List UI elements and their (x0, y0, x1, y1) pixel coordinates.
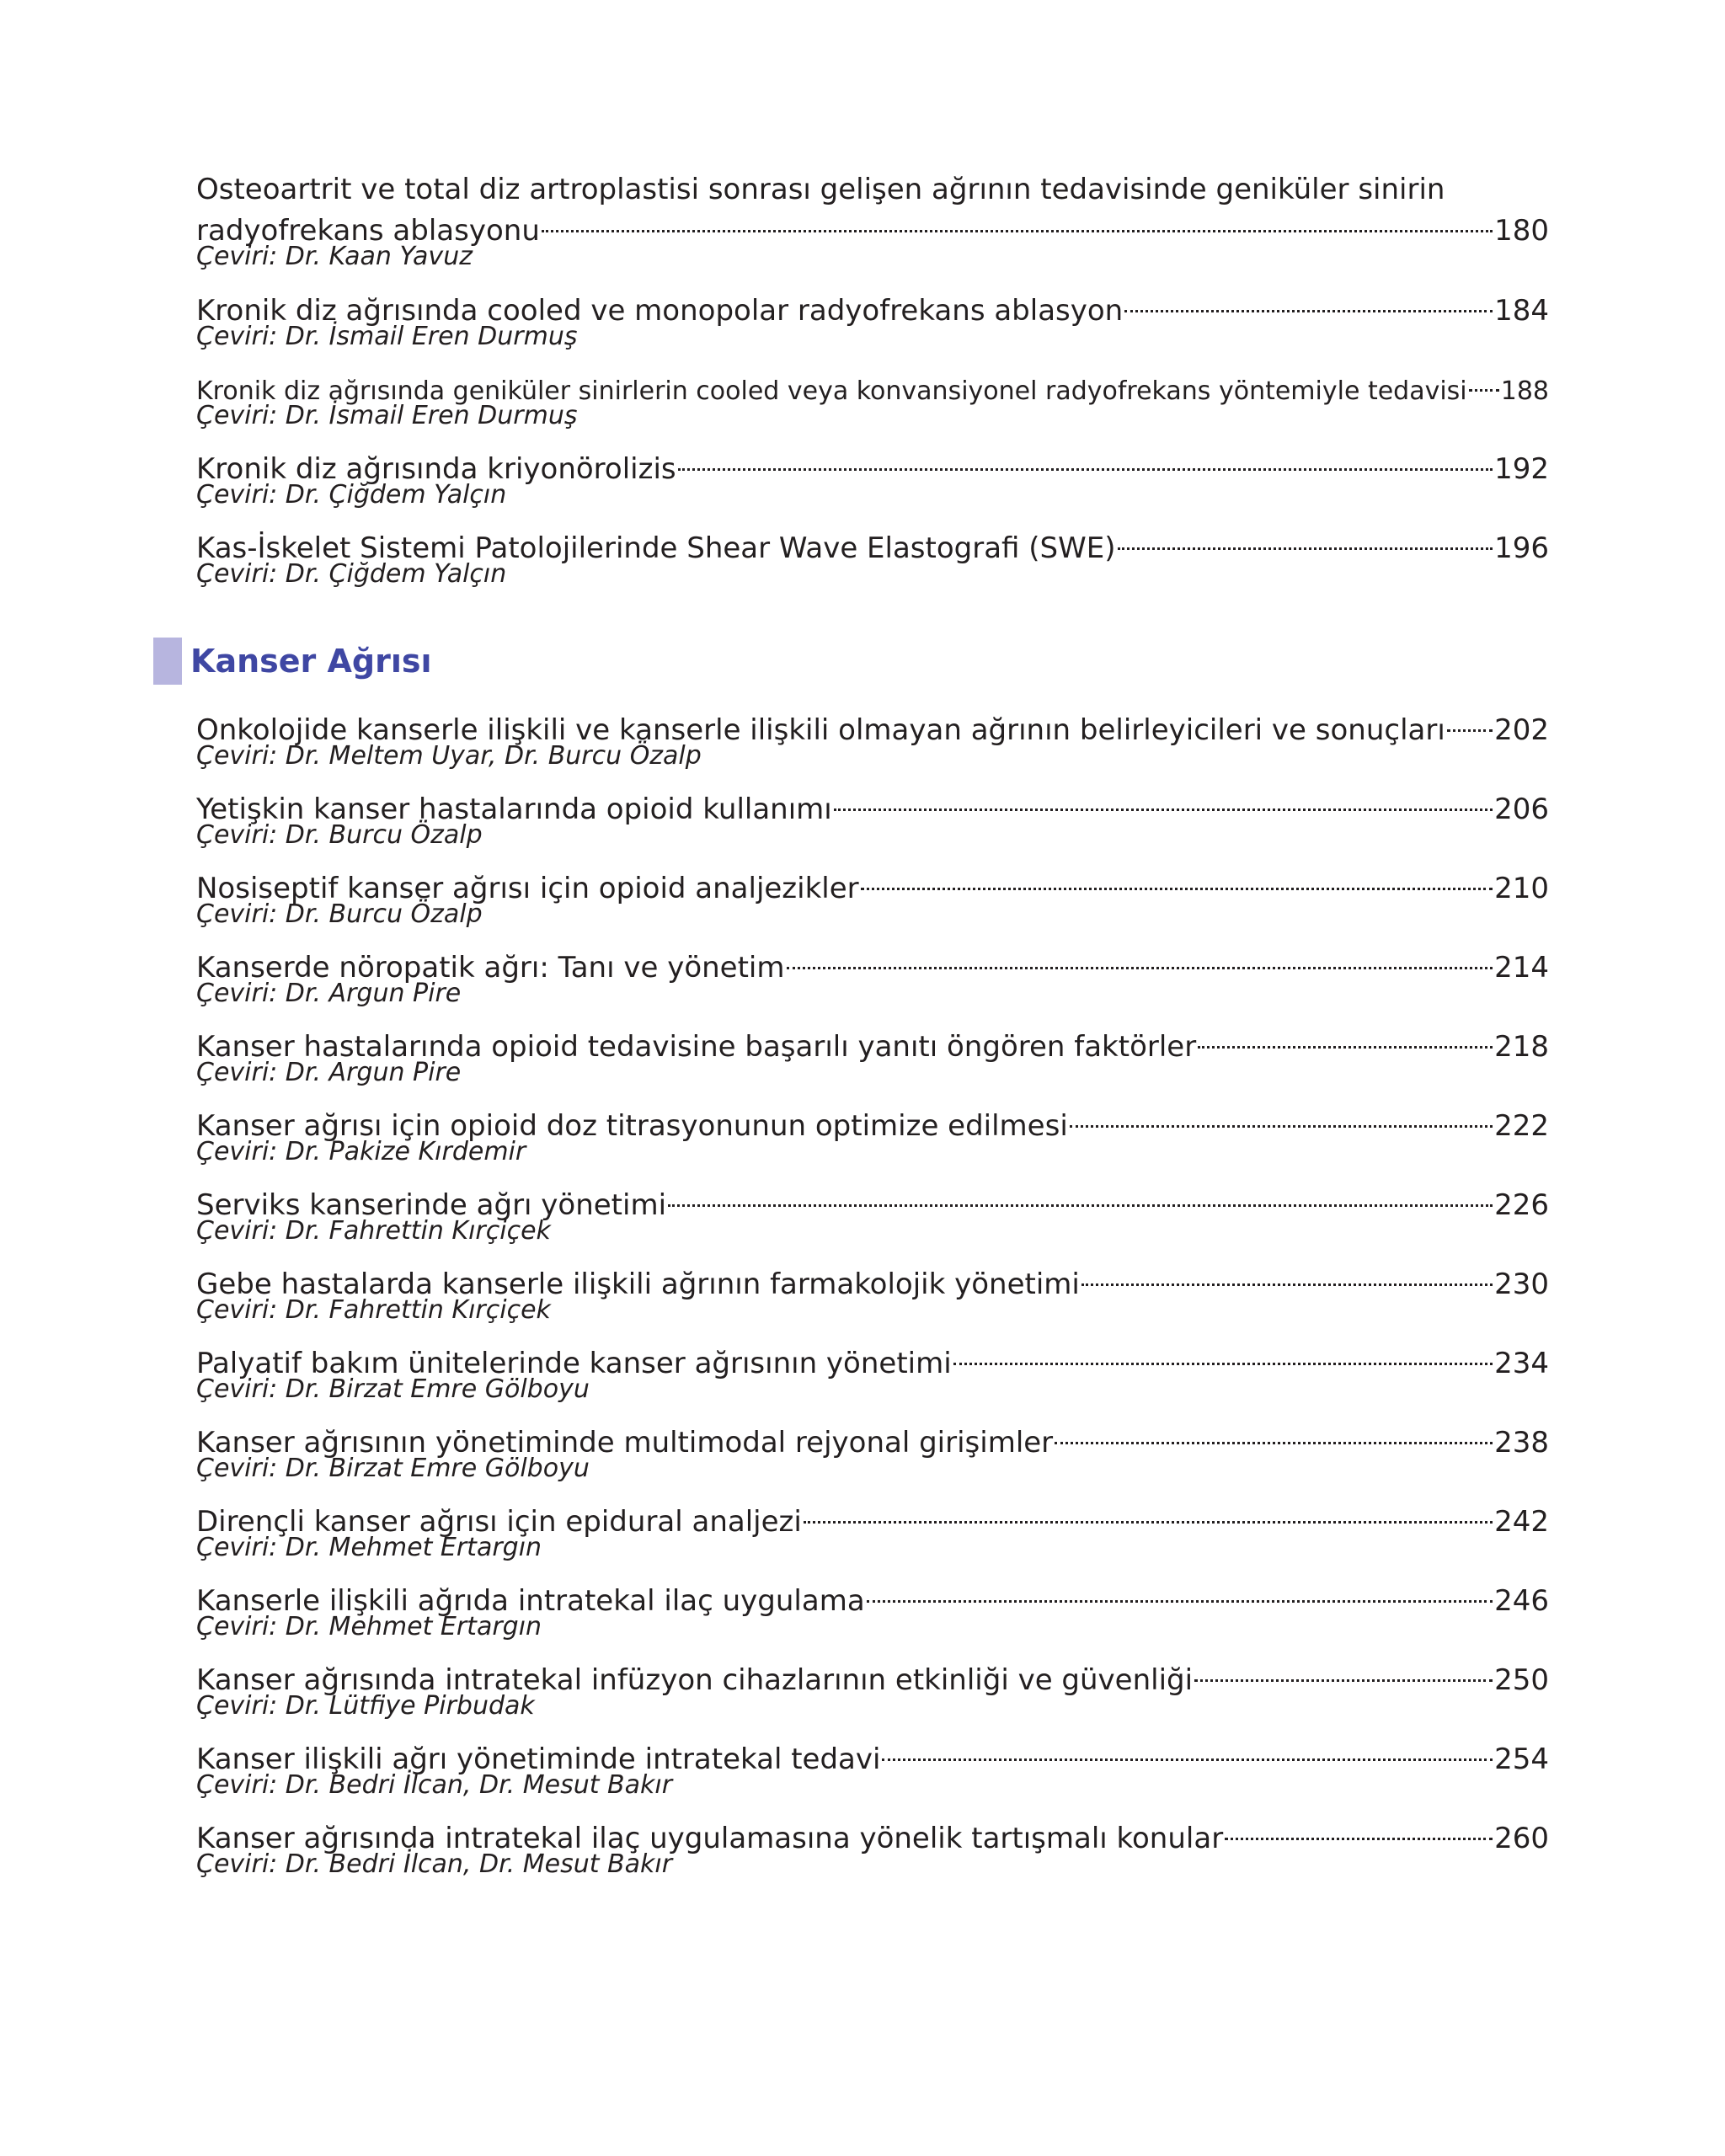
dot-leader (1124, 286, 1493, 320)
entry-title: Kronik diz ağrısında geniküler sinirlerin cooled veya konvansiyonel radyofrekans yöntemiyle tedavisi (196, 376, 1467, 406)
toc-entry[interactable] (196, 1022, 1549, 1088)
page-number: 202 (1494, 713, 1549, 747)
section-marker-bar (153, 638, 182, 685)
entry-translator: Çeviri: Dr. Çiğdem Yalçın (196, 559, 507, 589)
toc-entry[interactable] (196, 173, 1549, 272)
entry-translator: Çeviri: Dr. Mehmet Ertargın (196, 1533, 542, 1562)
page-number: 188 (1500, 376, 1549, 406)
page-number: 226 (1494, 1188, 1549, 1222)
entry-title-row (196, 1260, 1549, 1301)
dot-leader (861, 864, 1493, 898)
entry-translator: Çeviri: Dr. İsmail Eren Durmuş (196, 401, 578, 430)
entry-title-row (196, 706, 1549, 747)
entry-translator: Çeviri: Dr. Lütfiye Pirbudak (196, 1691, 535, 1721)
toc-entry[interactable] (196, 445, 1549, 510)
dot-leader (1225, 1814, 1493, 1848)
page-number: 180 (1494, 214, 1549, 248)
entry-title-row (196, 1102, 1549, 1143)
page-number: 192 (1494, 452, 1549, 486)
entry-translator: Çeviri: Dr. Kaan Yavuz (196, 242, 473, 271)
entry-translator: Çeviri: Dr. Pakize Kırdemir (196, 1137, 526, 1166)
entry-title: Kanser ağrısında intratekal infüzyon cihazlarının etkinliği ve güvenliği (196, 1663, 1194, 1697)
entry-title-row (196, 524, 1549, 565)
dot-leader (1469, 366, 1499, 399)
entry-translator: Çeviri: Dr. Argun Pire (196, 979, 462, 1008)
toc-entry[interactable] (196, 1497, 1549, 1563)
toc-entry[interactable] (196, 1339, 1549, 1405)
entry-title: Kronik diz ağrısında kriyonörolizis (196, 452, 676, 486)
entry-title-row (196, 1814, 1549, 1855)
entry-title-row (196, 1022, 1549, 1064)
page-number: 184 (1494, 294, 1549, 328)
dot-leader (804, 1497, 1493, 1531)
toc-entry[interactable] (196, 785, 1549, 851)
toc-entry[interactable] (196, 943, 1549, 1009)
entry-translator: Çeviri: Dr. Argun Pire (196, 1058, 462, 1087)
dot-leader (953, 1339, 1493, 1373)
entry-translator: Çeviri: Dr. Burcu Özalp (196, 820, 483, 850)
entry-title-row (196, 206, 1549, 248)
entry-title-row (196, 286, 1549, 328)
entry-title: Kanser ağrısında intratekal ilaç uygulamasına yönelik tartışmalı konular (196, 1822, 1224, 1855)
entry-translator: Çeviri: Dr. Bedri İlcan, Dr. Mesut Bakır (196, 1770, 673, 1800)
section-heading[interactable] (153, 638, 432, 685)
page-number: 218 (1494, 1030, 1549, 1064)
dot-leader (834, 785, 1493, 819)
page-number: 230 (1494, 1267, 1549, 1301)
entry-title-row (196, 1418, 1549, 1460)
dot-leader (1194, 1656, 1493, 1689)
entry-title: Onkolojide kanserle ilişkili ve kanserle ilişkili olmayan ağrının belirleyicileri ve sonuçları (196, 713, 1445, 747)
page-number: 206 (1494, 792, 1549, 826)
toc-entry[interactable] (196, 1656, 1549, 1721)
entry-title: Kronik diz ağrısında cooled ve monopolar radyofrekans ablasyon (196, 294, 1124, 328)
entry-title-row (196, 864, 1549, 905)
entry-title: Yetişkin kanser hastalarında opioid kullanımı (196, 792, 832, 826)
dot-leader (1081, 1260, 1493, 1294)
entry-title-row (196, 943, 1549, 985)
entry-title: Palyatif bakım ünitelerinde kanser ağrısının yönetimi (196, 1347, 952, 1380)
dot-leader (1070, 1102, 1493, 1135)
toc-entry[interactable] (196, 1735, 1549, 1801)
toc-entry[interactable] (196, 366, 1549, 431)
entry-title-row (196, 1181, 1549, 1222)
entry-title-row (196, 1656, 1549, 1697)
toc-entry[interactable] (196, 1418, 1549, 1484)
dot-leader (1447, 706, 1493, 739)
entry-title-row (196, 1497, 1549, 1539)
page-number: 246 (1494, 1584, 1549, 1618)
entry-title: Kas-İskelet Sistemi Patolojilerinde Shear Wave Elastografi (SWE) (196, 531, 1116, 565)
toc-entry[interactable] (196, 1814, 1549, 1880)
page-number: 260 (1494, 1822, 1549, 1855)
toc-entry[interactable] (196, 1181, 1549, 1246)
page-number: 234 (1494, 1347, 1549, 1380)
page-number: 238 (1494, 1426, 1549, 1460)
entry-title: Kanserde nöropatik ağrı: Tanı ve yönetim (196, 951, 785, 985)
entry-translator: Çeviri: Dr. Fahrettin Kırçiçek (196, 1216, 551, 1246)
entry-title: Dirençli kanser ağrısı için epidural analjezi (196, 1505, 802, 1539)
entry-title-line: Osteoartrit ve total diz artroplastisi sonrası gelişen ağrının tedavisinde geniküler sinirin (196, 173, 1445, 206)
toc-entry[interactable] (196, 286, 1549, 352)
dot-leader (542, 206, 1493, 240)
toc-entry[interactable] (196, 1260, 1549, 1326)
entry-translator: Çeviri: Dr. Çiğdem Yalçın (196, 480, 507, 510)
entry-translator: Çeviri: Dr. Mehmet Ertargın (196, 1612, 542, 1641)
entry-title: Kanserle ilişkili ağrıda intratekal ilaç uygulama (196, 1584, 865, 1618)
entry-translator: Çeviri: Dr. Birzat Emre Gölboyu (196, 1454, 590, 1483)
page-number: 242 (1494, 1505, 1549, 1539)
dot-leader (678, 445, 1493, 478)
dot-leader (882, 1735, 1493, 1769)
entry-title: Kanser ağrısı için opioid doz titrasyonunun optimize edilmesi (196, 1109, 1068, 1143)
entry-title: Nosiseptif kanser ağrısı için opioid analjezikler (196, 872, 859, 905)
entry-title: radyofrekans ablasyonu (196, 214, 540, 248)
dot-leader (867, 1577, 1493, 1610)
page-number: 250 (1494, 1663, 1549, 1697)
entry-translator: Çeviri: Dr. Fahrettin Kırçiçek (196, 1295, 551, 1325)
page-number: 210 (1494, 872, 1549, 905)
page-number: 254 (1494, 1742, 1549, 1776)
entry-title: Kanser hastalarında opioid tedavisine başarılı yanıtı öngören faktörler (196, 1030, 1197, 1064)
page-number: 222 (1494, 1109, 1549, 1143)
toc-entry[interactable] (196, 864, 1549, 930)
entry-title-row (196, 1735, 1549, 1776)
dot-leader (668, 1181, 1493, 1214)
dot-leader (787, 943, 1493, 977)
toc-entry[interactable] (196, 706, 1549, 771)
entry-translator: Çeviri: Dr. Birzat Emre Gölboyu (196, 1374, 590, 1404)
entry-title-row (196, 1577, 1549, 1618)
toc-entry[interactable] (196, 1102, 1549, 1167)
entry-title: Kanser ilişkili ağrı yönetiminde intratekal tedavi (196, 1742, 881, 1776)
toc-entry[interactable] (196, 524, 1549, 590)
toc-entry[interactable] (196, 1577, 1549, 1642)
entry-translator: Çeviri: Dr. İsmail Eren Durmuş (196, 322, 578, 351)
section-title: Kanser Ağrısı (190, 643, 432, 680)
dot-leader (1118, 524, 1493, 558)
entry-title: Gebe hastalarda kanserle ilişkili ağrının farmakolojik yönetimi (196, 1267, 1080, 1301)
entry-title-row (196, 366, 1549, 406)
entry-title: Kanser ağrısının yönetiminde multimodal rejyonal girişimler (196, 1426, 1054, 1460)
page-number: 214 (1494, 951, 1549, 985)
entry-title-row (196, 445, 1549, 486)
dot-leader (1055, 1418, 1493, 1452)
page-number: 196 (1494, 531, 1549, 565)
dot-leader (1198, 1022, 1493, 1056)
entry-title: Serviks kanserinde ağrı yönetimi (196, 1188, 667, 1222)
entry-title-row (196, 1339, 1549, 1380)
entry-title-row (196, 785, 1549, 826)
entry-translator: Çeviri: Dr. Burcu Özalp (196, 899, 483, 929)
entry-translator: Çeviri: Dr. Bedri İlcan, Dr. Mesut Bakır (196, 1849, 673, 1879)
entry-translator: Çeviri: Dr. Meltem Uyar, Dr. Burcu Özalp (196, 741, 702, 771)
